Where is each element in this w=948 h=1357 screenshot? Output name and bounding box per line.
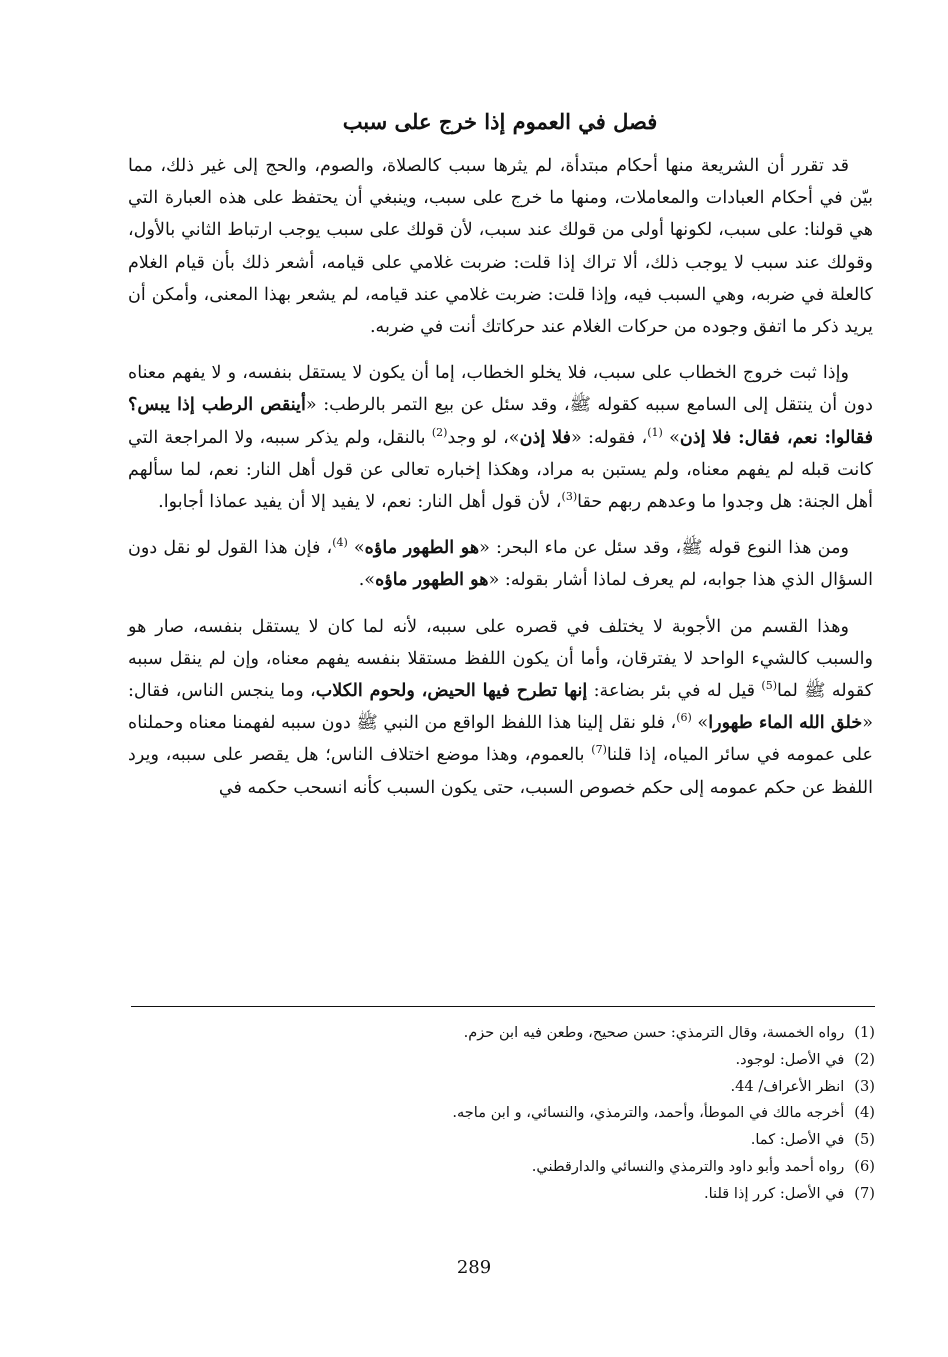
page-number: 289 — [456, 1257, 492, 1278]
footnote — [140, 1154, 875, 1181]
quoted-question: إنها تطرح فيها الحيض، ولحوم الكلاب — [315, 680, 588, 702]
hadith-quote: هو الطهور ماؤه — [375, 569, 489, 591]
footnote-ref: (7) — [591, 743, 607, 757]
footnote-number: (1) — [854, 1024, 875, 1041]
paragraph-1: قد تقرر أن الشريعة منها أحكام مبتدأة، لم يثرها سبب كالصلاة، والصوم، والحج إلى غير ذلك، مما بيّن في أحكام العبادات والمعاملات، ومنها ما خرج على سبب، وينبغي أن يحتفظ على هذه العبارة التي هي قولنا: على سبب، لكونها أولى من قولك عند سبب، لأن قولك على سبب يوجب ارتباط الثاني بالأول، وقولك عند سبب لا يوجب ذلك، ألا تراك إذا قلت: ضربت غلامي على قيامه، أشعر ذلك بأن قيام الغلام كالعلة في ضربه، وهي السبب فيه، وإذا قلت: ضربت غلامي عند قيامه، لم يشعر بهذا المعنى، وأمكن أن يريد ذكر ما اتفق وجوده من حركات الغلام عند حركاتك أنت في ضربه. — [128, 156, 873, 338]
text-run: ، لأن قول أهل النار: نعم، لا يفيد إلا أن يفيد عماذا أجابوا. — [158, 492, 562, 513]
section-title: فصل في العموم إذا خرج على سبب — [342, 109, 658, 134]
paragraph-2 — [128, 357, 873, 518]
text-run: ، وما ينجس الناس، فقال: « — [128, 681, 873, 734]
paragraph-4 — [128, 611, 873, 804]
text-run: وإذا ثبت خروج الخطاب على سبب، فلا يخلو الخطاب، إما أن يكون لا يستقل بنفسه، و لا يفهم معناه دون أن ينتقل إلى السامع سببه كقوله ﷺ، وقد سئل عن بيع التمر بالرطب: « — [128, 363, 873, 416]
footnote-ref: (1) — [647, 425, 663, 439]
footnote-divider — [131, 1006, 875, 1007]
footnote-number: (7) — [854, 1184, 875, 1202]
footnote — [140, 1100, 875, 1127]
text-run: قيل له في بئر بضاعة: — [587, 681, 762, 702]
footnote-text: في الأصل: لوجود. — [735, 1050, 845, 1068]
footnote-number: (2) — [854, 1050, 875, 1068]
text-run: ، فلو نقل إلينا هذا اللفظ الواقع من النبي ﷺ دون سببه لفهمنا معناه وحملناه على عمومه في سائر المياه، إذا قلنا — [128, 713, 873, 766]
footnote-text: رواه أحمد وأبو داود والترمذي والنسائي والدارقطني. — [531, 1157, 845, 1175]
text-run: ، فإن هذا القول لو نقل دون السؤال الذي هذا جوابه، لم يعرف لماذا أشار بقوله: « — [128, 538, 873, 591]
footnote — [140, 1074, 875, 1101]
hadith-quote: خلق الله الماء طهورا — [708, 712, 863, 734]
footnote-ref: (3) — [561, 490, 578, 504]
hadith-quote: أينقص الرطب إذا يبس؟ فقالوا: نعم، فقال: فلا إذن — [128, 394, 874, 448]
footnote — [140, 1020, 875, 1047]
footnote-number: (6) — [854, 1157, 875, 1175]
hadith-quote: هو الطهور ماؤه — [364, 537, 480, 559]
footnote-ref: (6) — [676, 711, 692, 725]
text-run: » — [347, 538, 365, 559]
footnote — [140, 1127, 875, 1154]
footnote-text: في الأصل: كرر إذا قلنا. — [703, 1184, 845, 1202]
footnote-ref: (5) — [761, 679, 778, 693]
text-run: ومن هذا النوع قوله ﷺ، وقد سئل عن ماء البحر: « — [479, 538, 849, 559]
text-run: ، فقوله: « — [570, 427, 648, 448]
text-run: » — [662, 427, 680, 448]
footnote-ref: (4) — [332, 536, 348, 550]
footnote-number: (4) — [854, 1104, 875, 1122]
footnote-text: أخرجه مالك في الموطأ، وأحمد، والترمذي، والنسائي، و ابن ماجه. — [452, 1104, 845, 1122]
footnote-number: (5) — [854, 1131, 875, 1149]
footnote — [140, 1181, 875, 1208]
paragraph-3 — [128, 532, 873, 596]
footnote-number: (3) — [854, 1077, 875, 1095]
text-run: بالنقل، ولم يذكر سببه، ولا المراجعة التي كانت قبله لم يفهم معناه، ولم يستبن به مراد، وهكذا إخباره تعالى عن قول أهل النار: نعم، لما سألهم أهل الجنة: هل وجدوا ما وعدهم ربهم حقا — [128, 427, 873, 513]
footnote-ref: (2) — [431, 425, 448, 439]
text-run: » — [691, 713, 709, 734]
footnotes-list — [140, 1020, 875, 1208]
text-run: بالعموم، وهذا موضع اختلاف الناس؛ هل يقصر على سببه، ويرد اللفظ عن حكم عمومه إلى حكم خصوص السبب، حتى يكون السبب كأنه انسحب حكمه في — [128, 745, 873, 798]
main-text — [128, 150, 873, 814]
footnote-text: انظر الأعراف/ 44. — [730, 1077, 845, 1095]
footnote — [140, 1047, 875, 1074]
footnote-text: رواه الخمسة، وقال الترمذي: حسن صحيح، وطعن فيه ابن حزم. — [463, 1024, 845, 1041]
hadith-quote: فلا إذن — [519, 426, 571, 448]
text-run: وهذا القسم من الأجوبة لا يختلف في قصره على سببه، لأنه لما كان لا يستقل بنفسه، صار هو والسبب كالشيء الواحد لا يفترقان، وأما أن يكون اللفظ مستقلا بنفسه يفهم معناه، وإن لم ينقل سببه كقوله ﷺ لما — [128, 616, 873, 702]
footnote-text: في الأصل: كما. — [750, 1131, 845, 1149]
text-run: ». — [358, 570, 376, 591]
text-run: »، لو وجد — [447, 427, 520, 448]
